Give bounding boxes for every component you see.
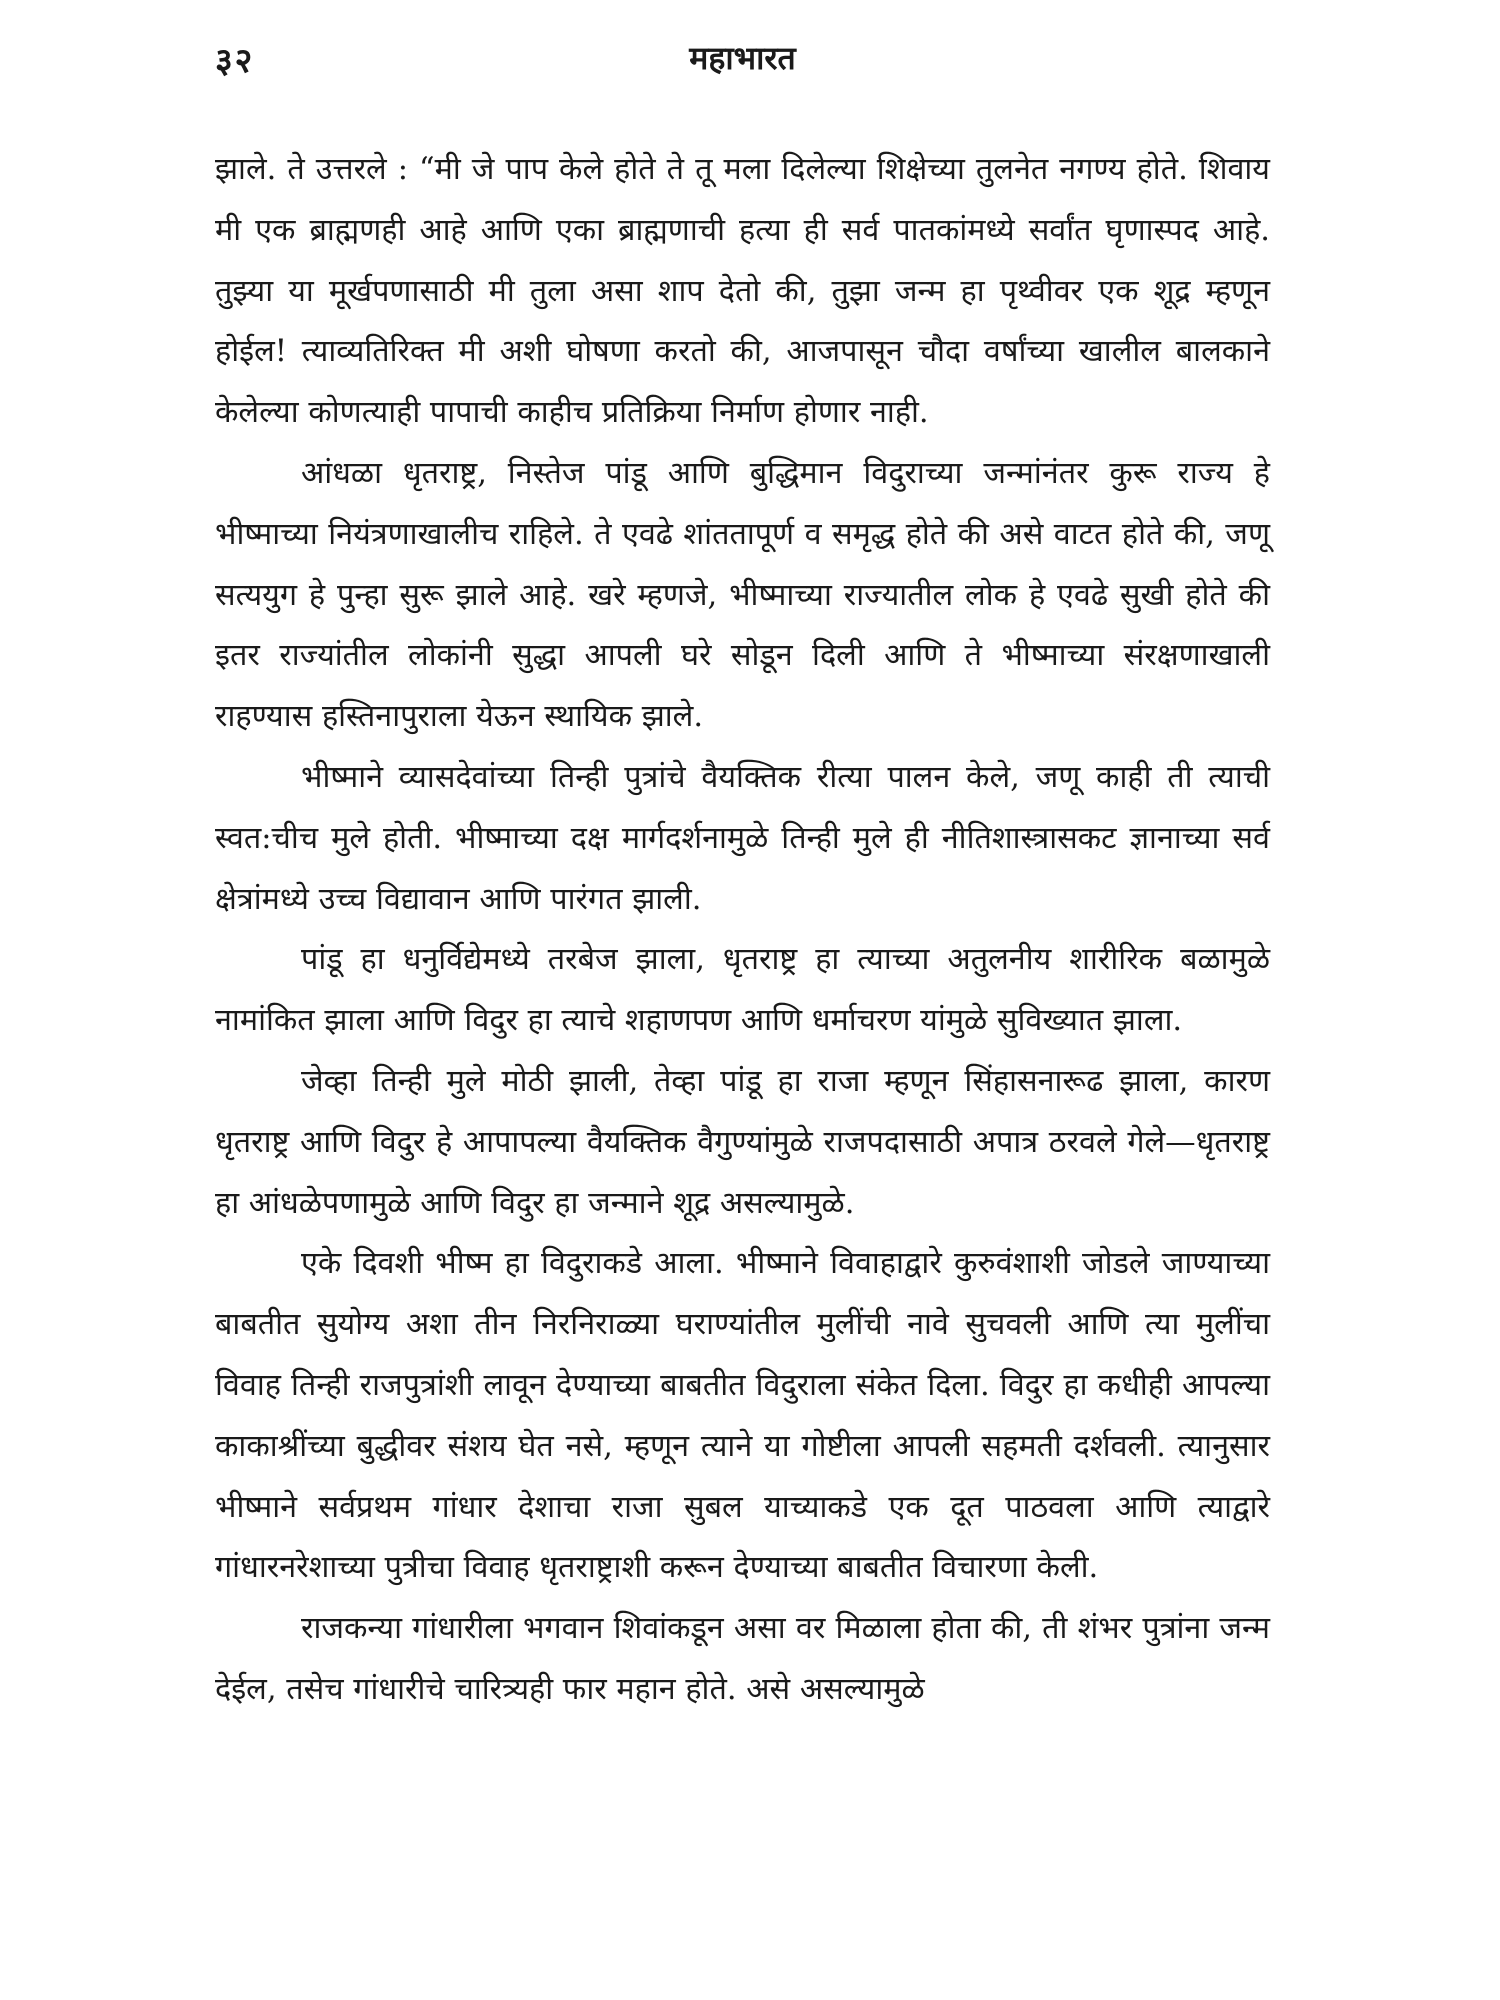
paragraph-4: पांडू हा धनुर्विद्येमध्ये तरबेज झाला, धृतराष्ट्र हा त्याच्या अतुलनीय शारीरिक बळामुळे नामांकित झाला आणि विदुर हा त्याचे शहाणपण आणि धर्माचरण यांमुळे सुविख्यात झाला. bbox=[215, 942, 1270, 1039]
paragraph-2: आंधळा धृतराष्ट्र, निस्तेज पांडू आणि बुद्धिमान विदुराच्या जन्मांनंतर कुरू राज्य हे भीष्माच्या नियंत्रणाखालीच राहिले. ते एवढे शांततापूर्ण व समृद्ध होते की असे वाटत होते की, जणू सत्ययुग हे पुन्हा सुरू झाले आहे. खरे म्हणजे, भीष्माच्या राज्यातील लोक हे एवढे सुखी होते की इतर राज्यांतील लोकांनी सुद्धा आपली घरे सोडून दिली आणि ते भीष्माच्या संरक्षणाखाली राहण्यास हस्तिनापुराला येऊन स्थायिक झाले. bbox=[215, 455, 1270, 735]
page-number: ३२ bbox=[215, 41, 255, 81]
page-body bbox=[215, 140, 1270, 1721]
paragraph-1: झाले. ते उत्तरले : “मी जे पाप केले होते ते तू मला दिलेल्या शिक्षेच्या तुलनेत नगण्य होते. शिवाय मी एक ब्राह्मणही आहे आणि एका ब्राह्मणाची हत्या ही सर्व पातकांमध्ये सर्वांत घृणास्पद आहे. तुझ्या या मूर्खपणासाठी मी तुला असा शाप देतो की, तुझा जन्म हा पृथ्वीवर एक शूद्र म्हणून होईल! त्याव्यतिरिक्त मी अशी घोषणा करतो की, आजपासून चौदा वर्षांच्या खालील बालकाने केलेल्या कोणत्याही पापाची काहीच प्रतिक्रिया निर्माण होणार नाही. bbox=[215, 152, 1270, 431]
running-title: महाभारत bbox=[689, 39, 796, 77]
paragraph-7: राजकन्या गांधारीला भगवान शिवांकडून असा वर मिळाला होता की, ती शंभर पुत्रांना जन्म देईल, तसेच गांधारीचे चारित्र्यही फार महान होते. असे असल्यामुळे bbox=[215, 1611, 1270, 1707]
page-header bbox=[215, 30, 1270, 90]
paragraph-3: भीष्माने व्यासदेवांच्या तिन्ही पुत्रांचे वैयक्तिक रीत्या पालन केले, जणू काही ती त्याची स्वत:चीच मुले होती. भीष्माच्या दक्ष मार्गदर्शनामुळे तिन्ही मुले ही नीतिशास्त्रासकट ज्ञानाच्या सर्व क्षेत्रांमध्ये उच्च विद्यावान आणि पारंगत झाली. bbox=[215, 759, 1270, 917]
paragraph-6: एके दिवशी भीष्म हा विदुराकडे आला. भीष्माने विवाहाद्वारे कुरुवंशाशी जोडले जाण्याच्या बाबतीत सुयोग्य अशा तीन निरनिराळ्या घराण्यांतील मुलींची नावे सुचवली आणि त्या मुलींचा विवाह तिन्ही राजपुत्रांशी लावून देण्याच्या बाबतीत विदुराला संकेत दिला. विदुर हा कधीही आपल्या काकाश्रींच्या बुद्धीवर संशय घेत नसे, म्हणून त्याने या गोष्टीला आपली सहमती दर्शवली. त्यानुसार भीष्माने सर्वप्रथम गांधार देशाचा राजा सुबल याच्याकडे एक दूत पाठवला आणि त्याद्वारे गांधारनरेशाच्या पुत्रीचा विवाह धृतराष्ट्राशी करून देण्याच्या बाबतीत विचारणा केली. bbox=[215, 1246, 1270, 1586]
paragraph-5: जेव्हा तिन्ही मुले मोठी झाली, तेव्हा पांडू हा राजा म्हणून सिंहासनारूढ झाला, कारण धृतराष्ट्र आणि विदुर हे आपापल्या वैयक्तिक वैगुण्यांमुळे राजपदासाठी अपात्र ठरवले गेले—धृतराष्ट्र हा आंधळेपणामुळे आणि विदुर हा जन्माने शूद्र असल्यामुळे. bbox=[215, 1063, 1270, 1221]
